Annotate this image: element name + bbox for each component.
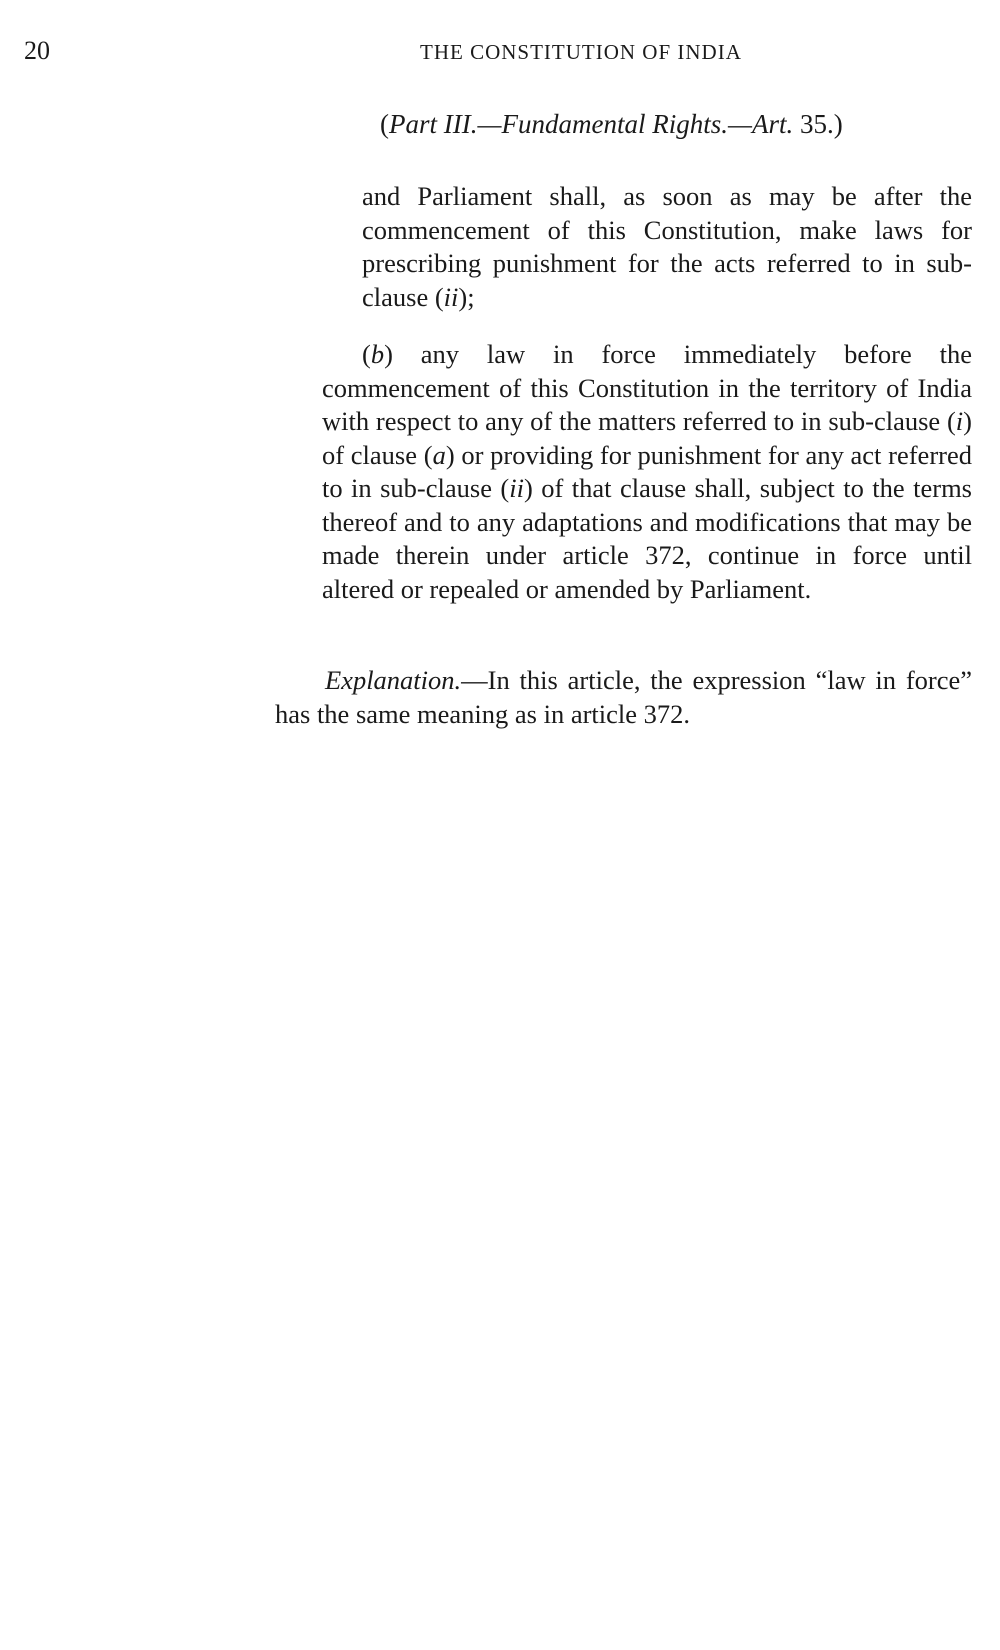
page-number: 20: [24, 36, 50, 65]
paragraph-b-seg2: ) of clause (: [322, 406, 972, 470]
part-header: [380, 108, 843, 140]
paragraph-b: [322, 338, 972, 606]
part-header-title: Part III.—Fundamental Rights.—Art.: [389, 109, 794, 139]
part-header-article-number: 35.): [793, 109, 843, 139]
explanation-paragraph: [275, 664, 972, 731]
explanation-text: —In this article, the expression “law in force” has the same meaning as in article 372.: [275, 665, 972, 729]
part-header-open-paren: (: [380, 109, 389, 139]
paragraph-a-text: and Parliament shall, as soon as may be after the commencement of this Constitution, make laws for prescribing punishment for the acts referred to in sub-clause (: [362, 181, 972, 312]
paragraph-b-seg4: ) of that clause shall, subject to the terms thereof and to any adaptations and modifications that may be made therein under article 372, continue in force until altered or repealed or amended by Parliament.: [322, 473, 972, 604]
explanation-label: Explanation.: [325, 665, 462, 695]
paragraph-a-tail: );: [458, 281, 475, 312]
running-head: THE CONSTITUTION OF INDIA: [420, 40, 742, 64]
subclause-ref: ii: [443, 281, 459, 312]
subclause-ref-ii: ii: [509, 473, 524, 503]
clause-label-b: b: [370, 339, 385, 369]
paragraph-a-continuation: [362, 180, 972, 314]
clause-ref-a: a: [432, 439, 446, 470]
subclause-ref-i: i: [955, 406, 964, 436]
paragraph-b-open: (: [362, 339, 371, 369]
paragraph-b-seg1: ) any law in force immediately before the commencement of this Constitution in the territory of India with respect to any of the matters referred to in sub-clause (: [322, 339, 972, 436]
paragraph-b-seg3: ) or providing for punishment for any act referred to in sub-clause (: [322, 439, 972, 503]
